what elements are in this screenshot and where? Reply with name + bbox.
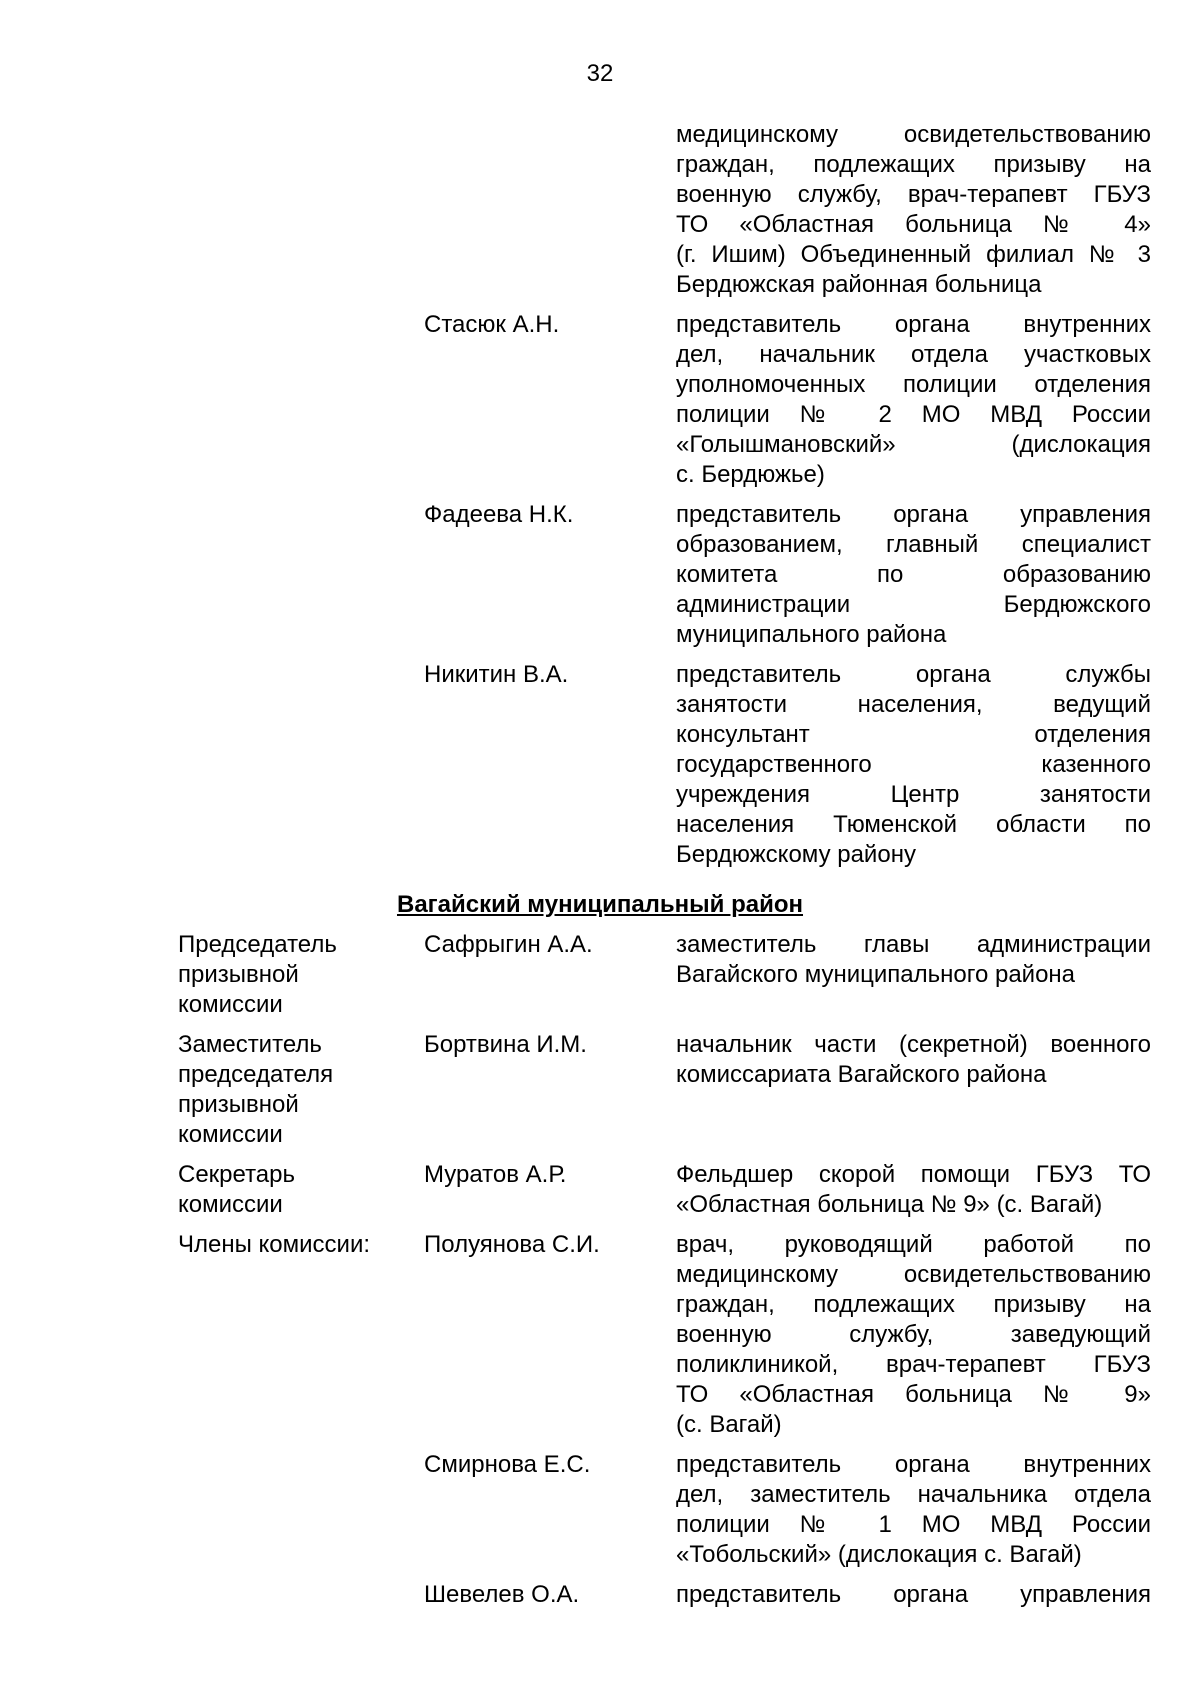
role-line: комиссии: [178, 1121, 283, 1148]
member-role: [178, 1160, 398, 1220]
description-line: представитель органа управления: [676, 1581, 1151, 1608]
description-line: врач, руководящий работой по: [676, 1231, 1151, 1258]
description-line: заместитель главы администрации: [676, 931, 1151, 958]
description-line: с. Бердюжье): [676, 461, 825, 488]
description-line: Бердюжская районная больница: [676, 271, 1042, 298]
description-line: дел, заместитель начальника отдела: [676, 1481, 1151, 1508]
member-role: [178, 1230, 398, 1260]
role-line: Члены комиссии:: [178, 1231, 371, 1258]
description-line: военную службу, врач-терапевт ГБУЗ: [676, 181, 1151, 208]
member-description: [676, 1450, 1151, 1570]
description-line: полиции № 1 МО МВД России: [676, 1511, 1151, 1538]
member-name: Муратов А.Р.: [424, 1161, 567, 1188]
member-description: [676, 500, 1151, 650]
member-name: Стасюк А.Н.: [424, 311, 560, 338]
member-description: [676, 930, 1151, 990]
description-line: занятости населения, ведущий: [676, 691, 1151, 718]
member-name: Никитин В.А.: [424, 661, 569, 688]
description-line: «Тобольский» (дислокация с. Вагай): [676, 1541, 1082, 1568]
description-line: образованием, главный специалист: [676, 531, 1151, 558]
description-line: «Областная больница № 9» (с. Вагай): [676, 1191, 1103, 1218]
description-line: комиссариата Вагайского района: [676, 1061, 1047, 1088]
member-name: Бортвина И.М.: [424, 1031, 587, 1058]
description-line: медицинскому освидетельствованию: [676, 121, 1151, 148]
description-line: Фельдшер скорой помощи ГБУЗ ТО: [676, 1161, 1151, 1188]
description-line: Вагайского муниципального района: [676, 961, 1076, 988]
description-line: (г. Ишим) Объединенный филиал № 3: [676, 241, 1151, 268]
description-line: военную службу, заведующий: [676, 1321, 1151, 1348]
role-line: Секретарь: [178, 1161, 295, 1188]
description-line: населения Тюменской области по: [676, 811, 1151, 838]
description-line: «Голышмановский» (дислокация: [676, 431, 1151, 458]
description-line: представитель органа внутренних: [676, 1451, 1151, 1478]
member-description: [676, 310, 1151, 490]
description-line: представитель органа управления: [676, 501, 1151, 528]
role-line: Председатель: [178, 931, 337, 958]
member-description: [676, 1030, 1151, 1090]
member-name: Сафрыгин А.А.: [424, 931, 593, 958]
description-line: муниципального района: [676, 621, 947, 648]
description-line: граждан, подлежащих призыву на: [676, 151, 1151, 178]
description-line: ТО «Областная больница № 4»: [676, 211, 1151, 238]
description-line: государственного казенного: [676, 751, 1151, 778]
description-line: консультант отделения: [676, 721, 1151, 748]
member-description: [676, 660, 1151, 870]
member-name: Полуянова С.И.: [424, 1231, 600, 1258]
description-line: ТО «Областная больница № 9»: [676, 1381, 1151, 1408]
role-line: призывной: [178, 1091, 299, 1118]
role-line: комиссии: [178, 1191, 283, 1218]
description-line: граждан, подлежащих призыву на: [676, 1291, 1151, 1318]
member-role: [178, 1030, 398, 1150]
member-name: Фадеева Н.К.: [424, 501, 574, 528]
description-line: Бердюжскому району: [676, 841, 916, 868]
description-line: начальник части (секретной) военного: [676, 1031, 1151, 1058]
description-line: учреждения Центр занятости: [676, 781, 1151, 808]
member-description: [676, 1160, 1151, 1220]
description-line: комитета по образованию: [676, 561, 1151, 588]
description-line: представитель органа службы: [676, 661, 1151, 688]
description-line: представитель органа внутренних: [676, 311, 1151, 338]
member-role: [178, 930, 398, 1020]
role-line: призывной: [178, 961, 299, 988]
role-line: Заместитель: [178, 1031, 322, 1058]
member-description: [676, 1580, 1151, 1610]
description-line: поликлиникой, врач-терапевт ГБУЗ: [676, 1351, 1151, 1378]
page-number: 32: [586, 60, 614, 87]
description-line: полиции № 2 МО МВД России: [676, 401, 1151, 428]
member-name: Смирнова Е.С.: [424, 1451, 591, 1478]
description-line: администрации Бердюжского: [676, 591, 1151, 618]
member-description: [676, 1230, 1151, 1440]
description-line: (с. Вагай): [676, 1411, 782, 1438]
member-name: Шевелев О.А.: [424, 1581, 580, 1608]
district-heading: Вагайский муниципальный район: [396, 891, 804, 918]
member-description: [676, 120, 1151, 300]
description-line: дел, начальник отдела участковых: [676, 341, 1151, 368]
role-line: председателя: [178, 1061, 334, 1088]
role-line: комиссии: [178, 991, 283, 1018]
description-line: медицинскому освидетельствованию: [676, 1261, 1151, 1288]
description-line: уполномоченных полиции отделения: [676, 371, 1151, 398]
